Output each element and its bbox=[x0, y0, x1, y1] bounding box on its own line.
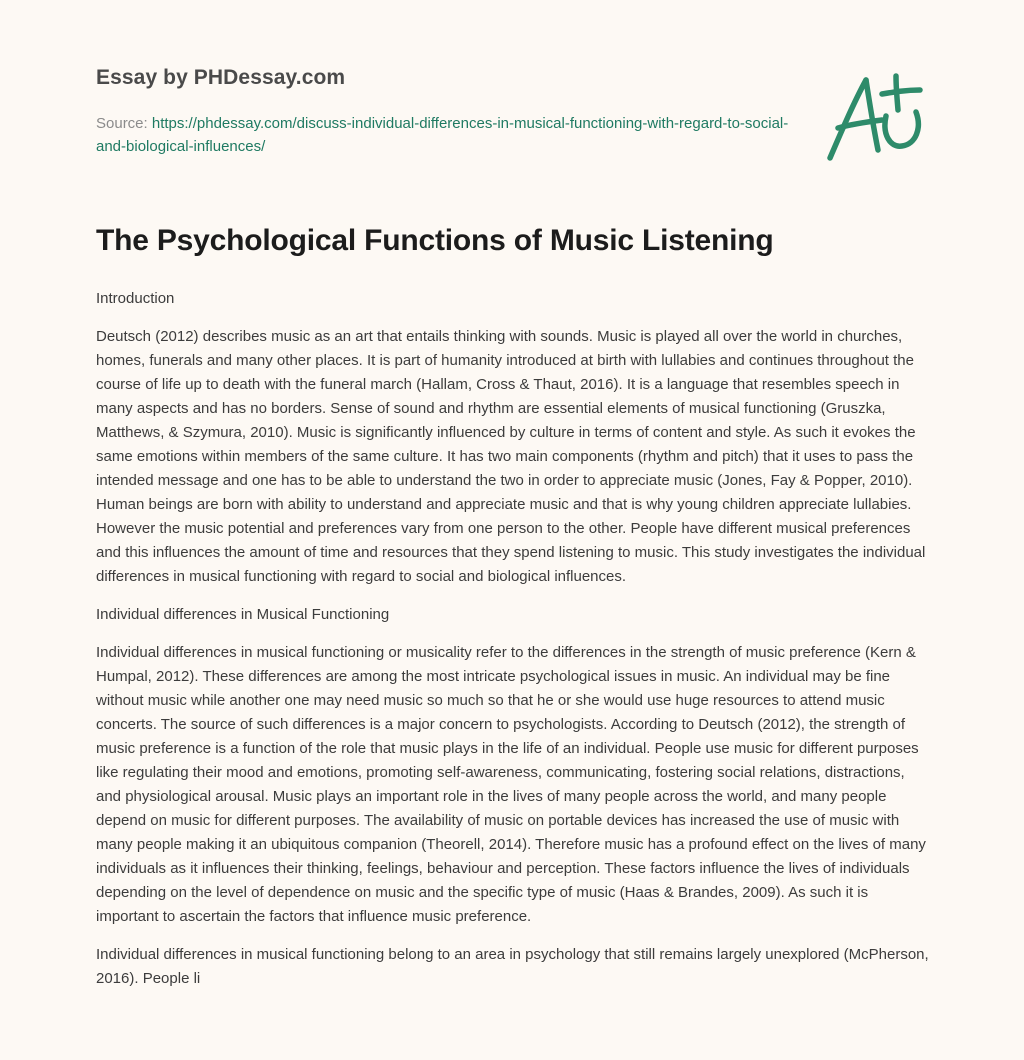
site-brand: Essay by PHDessay.com bbox=[96, 66, 346, 89]
section-heading-introduction: Introduction bbox=[96, 290, 175, 307]
section-heading-individual-differences: Individual differences in Musical Functioning bbox=[96, 606, 390, 623]
paragraph: Individual differences in musical functioning or musicality refer to the differences in the strength of music preference (Kern & Humpal, 2012). These differences are among the most intricate psychological issues in music. An individual may be fine without music while another one may need music so much so that he or she would use huge resources to attend music concerts. The source of such differences is a major concern to psychologists. According to Deutsch (2012), the strength of music preference is a function of the role that music plays in the life of an individual. People use music for different purposes like regulating their mood and emotions, promoting self-awareness, communicating, fostering social relations, distractions, and physiological arousal. Music plays an important role in the lives of many people across the world, and many people depend on music for different purposes. The availability of music on portable devices has increased the use of music with many people making it an ubiquitous companion (Theorell, 2014). Therefore music has a profound effect on the lives of many individuals as it influences their thinking, feelings, behaviour and perception. These factors influence the lives of individuals depending on the level of dependence on music and the specific type of music (Haas & Brandes, 2009). As such it is important to ascertain the factors that influence music preference. bbox=[96, 644, 926, 925]
paragraph: Individual differences in musical functioning belong to an area in psychology that still remains largely unexplored (McPherson, 2016). People li bbox=[96, 946, 929, 987]
article-title: The Psychological Functions of Music Listening bbox=[96, 224, 774, 257]
article-body bbox=[96, 287, 932, 1005]
source-line bbox=[96, 112, 796, 158]
source-link[interactable]: https://phdessay.com/discuss-individual-differences-in-musical-functioning-with-regard-to-social-and-biological-influences/ bbox=[96, 115, 789, 155]
a-plus-logo bbox=[824, 68, 928, 164]
paragraph: Deutsch (2012) describes music as an art that entails thinking with sounds. Music is played all over the world in churches, homes, funerals and many other places. It is part of humanity introduced at birth with lullabies and continues throughout the course of life up to death with the funeral march (Hallam, Cross & Thaut, 2016). It is a language that resembles speech in many aspects and has no borders. Sense of sound and rhythm are essential elements of musical functioning (Gruszka, Matthews, & Szymura, 2010). Music is significantly influenced by culture in terms of content and style. As such it evokes the same emotions within members of the same culture. It has two main components (rhythm and pitch) that it uses to pass the intended message and one has to be able to understand the two in order to appreciate music (Jones, Fay & Popper, 2010). Human beings are born with ability to understand and appreciate music and that is why young children appreciate lullabies. However the music potential and preferences vary from one person to the other. People have different musical preferences and this influences the amount of time and resources that they spend listening to music. This study investigates the individual differences in musical functioning with regard to social and biological influences. bbox=[96, 328, 926, 585]
source-label: Source: bbox=[96, 115, 148, 132]
